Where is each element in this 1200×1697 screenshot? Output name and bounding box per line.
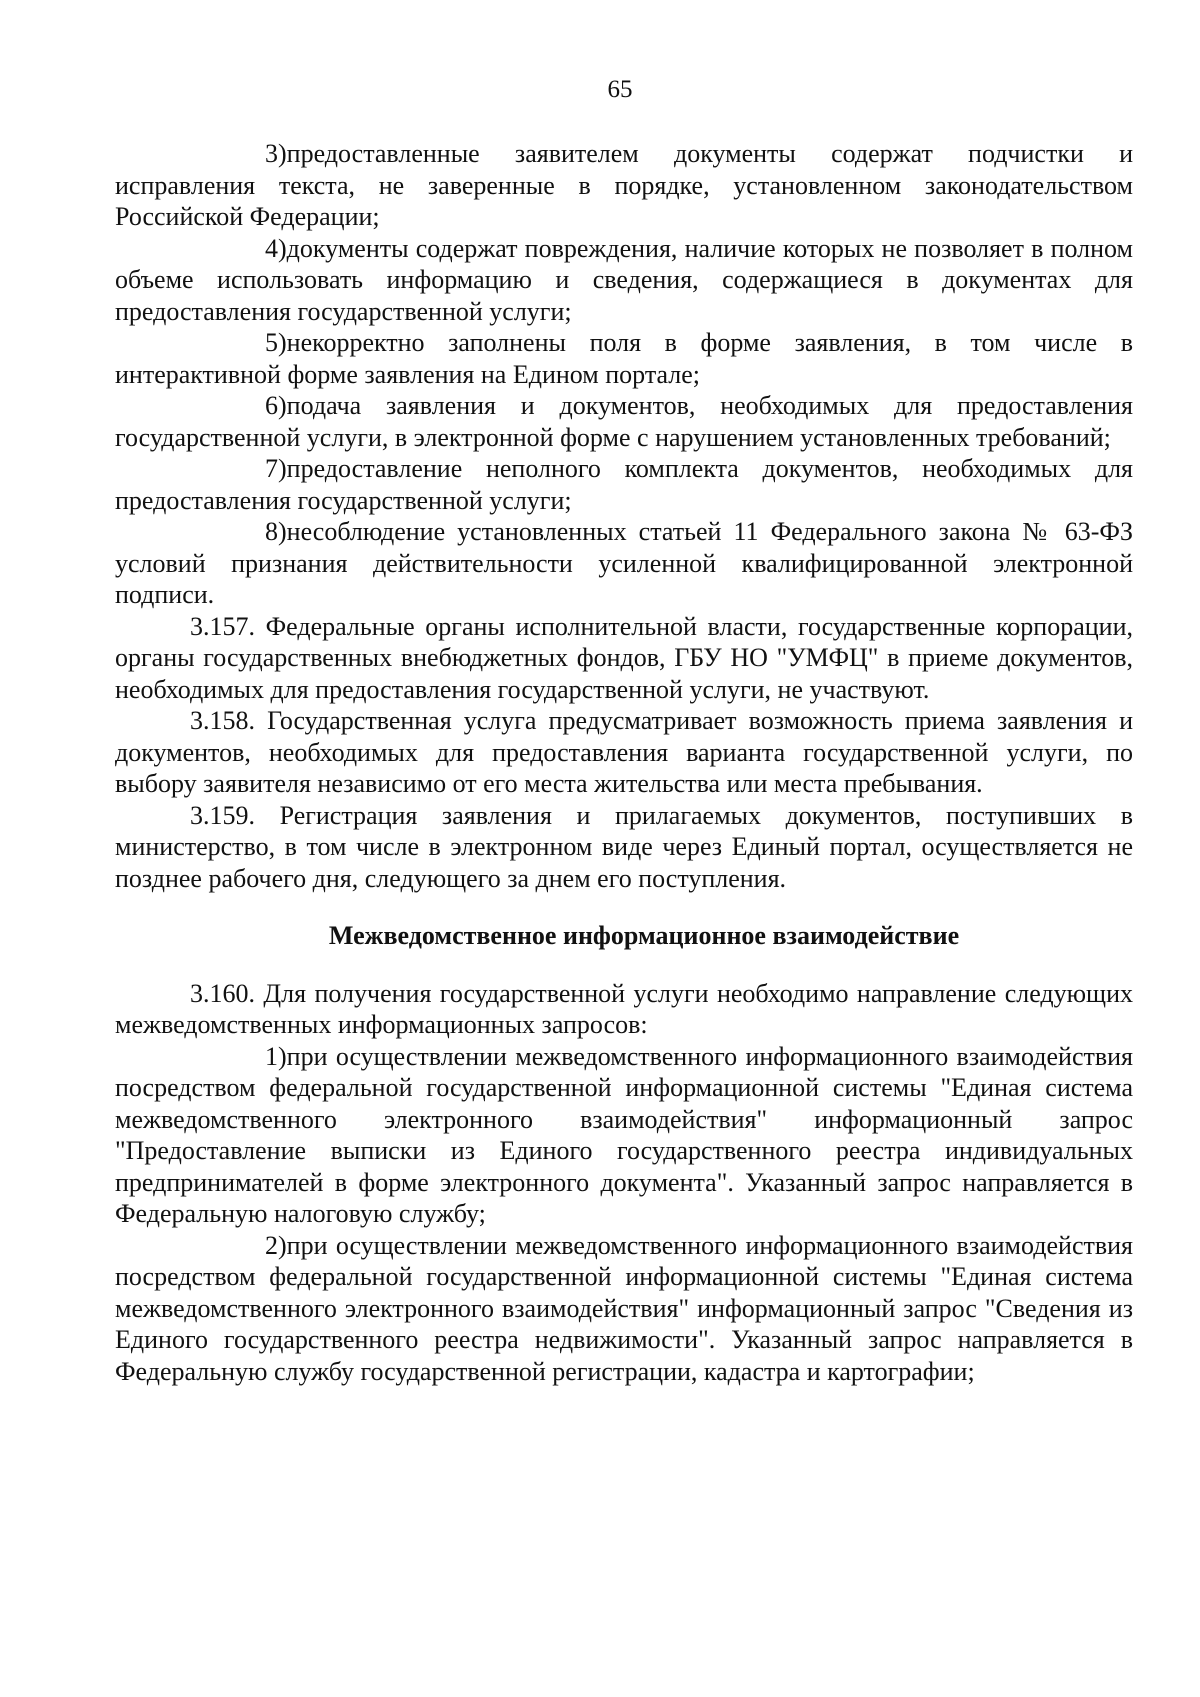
list-item-number: 5): [265, 328, 287, 357]
page-number: 65: [607, 76, 633, 103]
request-item: [115, 1230, 1133, 1388]
list-item-number: 6): [265, 391, 287, 420]
list-item-text: подача заявления и документов, необходимых для предоставления государственной услуги, в электронной форме с нарушением установленных требований;: [115, 391, 1133, 452]
list-item-number: 8): [265, 517, 287, 546]
request-item: [115, 1041, 1133, 1230]
list-item-number: 7): [265, 454, 287, 483]
list-item-text: некорректно заполнены поля в форме заявления, в том числе в интерактивной форме заявления на Едином портале;: [115, 328, 1133, 389]
request-item-number: 1): [265, 1041, 287, 1071]
list-item: [115, 138, 1133, 233]
list-item: [115, 233, 1133, 328]
request-item-text: при осуществлении межведомственного информационного взаимодействия посредством федеральной государственной информационной системы "Единая система межведомственного электронного взаимодействия" информационный запрос "Предоставление выписки из Единого государственного реестра индивидуальных предпринимателей в форме электронного документа". Указанный запрос направляется в Федеральную налоговую службу;: [115, 1041, 1133, 1228]
list-item: [115, 327, 1133, 390]
list-item-text: предоставленные заявителем документы содержат подчистки и исправления текста, не заверенные в порядке, установленном законодательством Российской Федерации;: [115, 139, 1133, 231]
clause-3-159: 3.159. Регистрация заявления и прилагаемых документов, поступивших в министерство, в том числе в электронном виде через Единый портал, осуществляется не позднее рабочего дня, следующего за днем его поступления.: [115, 800, 1133, 893]
list-item: [115, 453, 1133, 516]
clause-3-158: 3.158. Государственная услуга предусматривает возможность приема заявления и документов, необходимых для предоставления варианта государственной услуги, по выбору заявителя независимо от его места жительства или места пребывания.: [115, 706, 1133, 798]
list-item-number: 4): [265, 233, 287, 263]
list-item: [115, 390, 1133, 453]
clause-3-157: 3.157. Федеральные органы исполнительной власти, государственные корпорации, органы государственных внебюджетных фондов, ГБУ НО "УМФЦ" в приеме документов, необходимых для предоставления государственной услуги, не участвуют.: [115, 611, 1133, 704]
clause-3-160: 3.160. Для получения государственной услуги необходимо направление следующих межведомственных информационных запросов:: [115, 978, 1133, 1039]
list-item-text: документы содержат повреждения, наличие которых не позволяет в полном объеме использовать информацию и сведения, содержащиеся в документах для предоставления государственной услуги;: [115, 233, 1133, 326]
document-body: [115, 138, 1133, 1387]
request-item-number: 2): [265, 1230, 287, 1260]
list-item: [115, 516, 1133, 611]
list-item-number: 3): [265, 139, 287, 168]
request-item-text: при осуществлении межведомственного информационного взаимодействия посредством федеральной государственной информационной системы "Единая система межведомственного электронного взаимодействия" информационный запрос "Сведения из Единого государственного реестра недвижимости". Указанный запрос направляется в Федеральную службу государственной регистрации, кадастра и картографии;: [115, 1230, 1133, 1386]
section-title: Межведомственное информационное взаимодействие: [328, 921, 960, 950]
list-item-text: несоблюдение установленных статьей 11 Федерального закона № 63-ФЗ условий признания действительности усиленной квалифицированной электронной подписи.: [115, 517, 1133, 609]
list-item-text: предоставление неполного комплекта документов, необходимых для предоставления государственной услуги;: [115, 454, 1133, 515]
